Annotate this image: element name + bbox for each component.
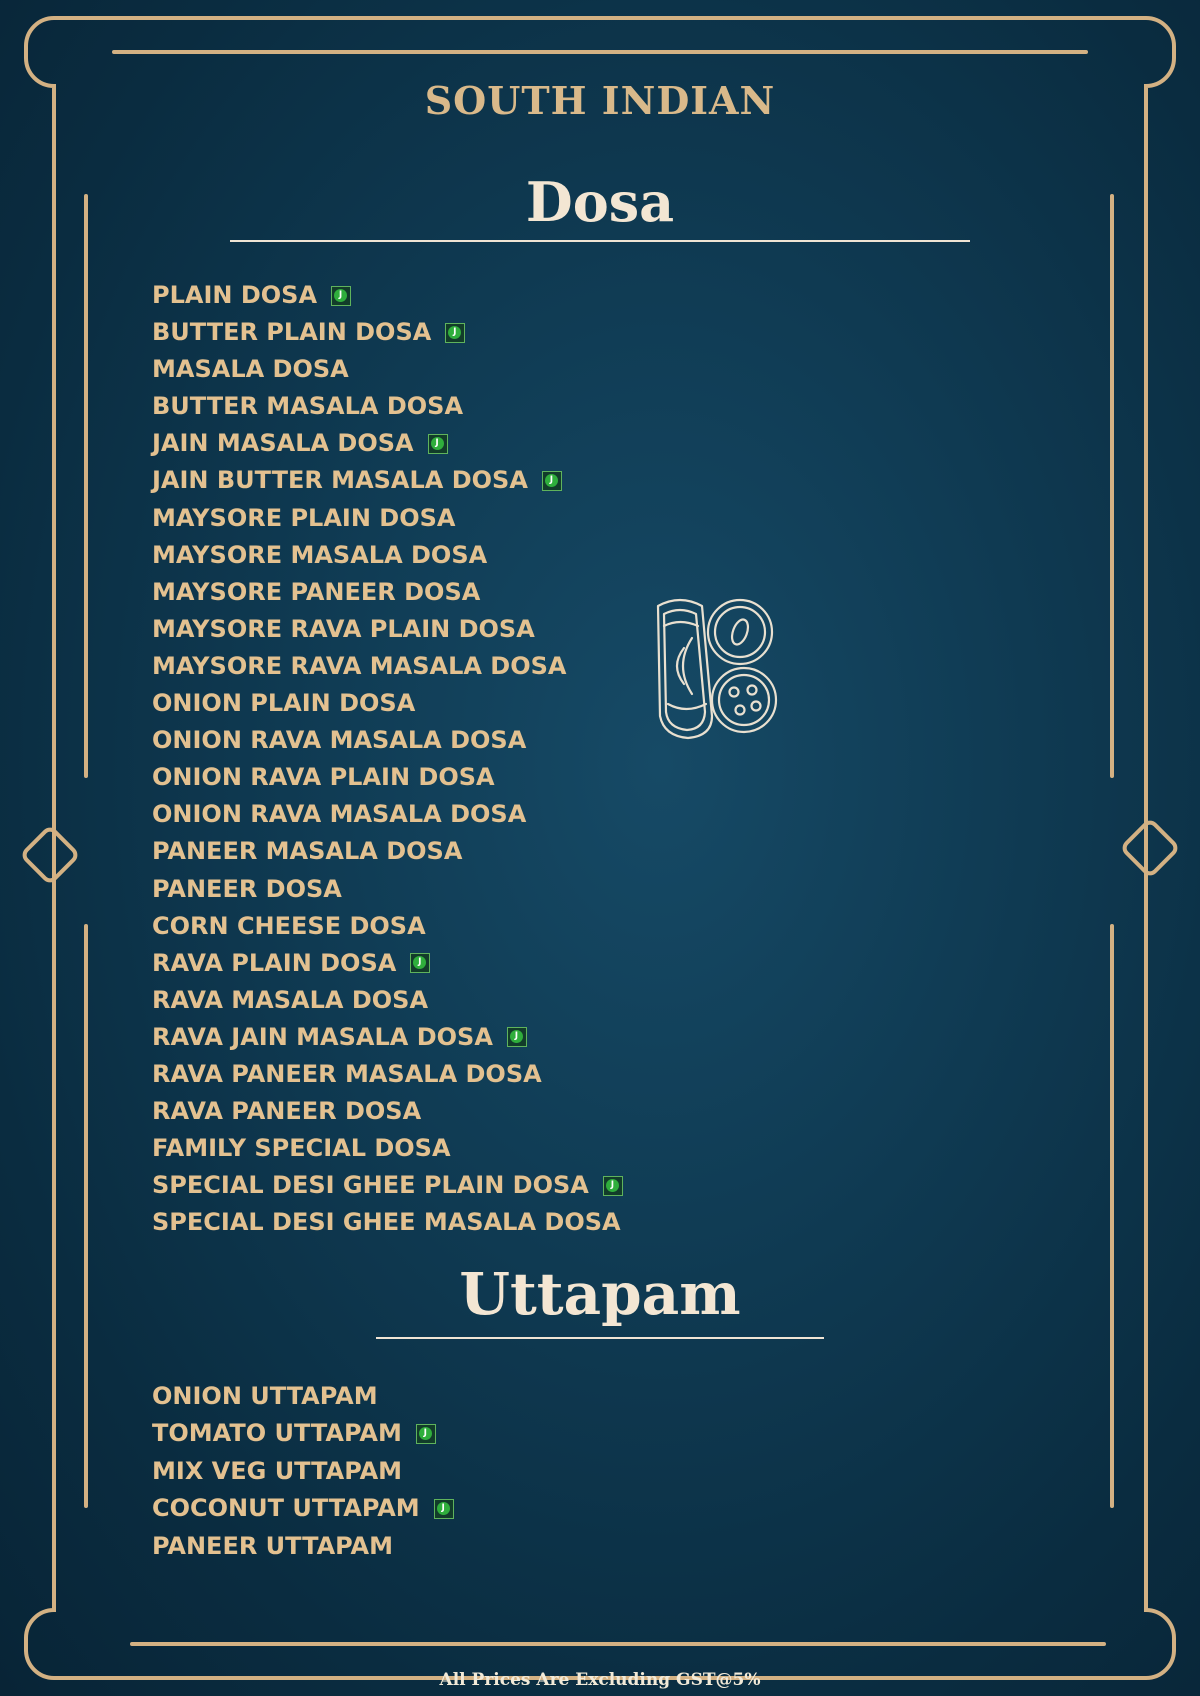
menu-item — [152, 314, 623, 351]
menu-item — [152, 908, 623, 945]
jain-icon — [410, 953, 430, 973]
jain-icon — [542, 471, 562, 491]
page-heading: SOUTH INDIAN — [424, 78, 776, 123]
menu-item-name: ONION PLAIN DOSA — [152, 689, 416, 718]
menu-item — [152, 982, 623, 1019]
menu-item-name: MIX VEG UTTAPAM — [152, 1456, 403, 1485]
menu-item-name: MAYSORE RAVA PLAIN DOSA — [152, 614, 535, 643]
dosa-plate-icon — [640, 596, 780, 746]
jain-icon — [434, 1499, 454, 1519]
menu-item-name: ONION UTTAPAM — [152, 1382, 378, 1410]
menu-item-name: MASALA DOSA — [152, 355, 349, 384]
menu-item-name: ONION RAVA MASALA DOSA — [152, 726, 527, 755]
menu-item — [152, 1415, 454, 1452]
menu-item — [152, 759, 623, 796]
menu-item — [152, 1019, 623, 1056]
menu-item — [152, 722, 623, 759]
jain-icon — [603, 1176, 623, 1196]
menu-item — [152, 500, 623, 537]
menu-item — [152, 1130, 623, 1167]
menu-item-name: PANEER UTTAPAM — [152, 1531, 394, 1560]
uttapam-title-divider — [376, 1337, 824, 1339]
menu-item-name: ONION RAVA MASALA DOSA — [152, 800, 527, 829]
menu-item — [152, 1204, 623, 1241]
menu-item-name: MAYSORE MASALA DOSA — [152, 540, 488, 569]
menu-item — [152, 1528, 454, 1565]
menu-item — [152, 1167, 623, 1204]
menu-item-name: SPECIAL DESI GHEE PLAIN DOSA — [152, 1171, 589, 1200]
menu-item-name: ONION RAVA PLAIN DOSA — [152, 763, 495, 792]
menu-item — [152, 277, 623, 314]
menu-item — [152, 685, 623, 722]
jain-icon — [331, 286, 351, 306]
jain-icon — [445, 323, 465, 343]
menu-item-name: CORN CHEESE DOSA — [152, 911, 426, 940]
dosa-title-divider — [230, 240, 970, 242]
menu-item-name: RAVA PANEER MASALA DOSA — [152, 1059, 542, 1088]
menu-item-name: FAMILY SPECIAL DOSA — [152, 1134, 451, 1163]
menu-item-name: SPECIAL DESI GHEE MASALA DOSA — [152, 1208, 621, 1237]
menu-item-name: RAVA PANEER DOSA — [152, 1097, 422, 1126]
menu-item — [152, 1453, 454, 1490]
menu-item — [152, 351, 623, 388]
uttapam-menu-list — [152, 1378, 454, 1565]
menu-item-name: MAYSORE RAVA MASALA DOSA — [152, 651, 567, 680]
menu-item-name: RAVA MASALA DOSA — [152, 985, 429, 1014]
menu-item-name: JAIN BUTTER MASALA DOSA — [152, 466, 528, 495]
menu-item-name: TOMATO UTTAPAM — [152, 1419, 402, 1448]
menu-item-name: RAVA JAIN MASALA DOSA — [152, 1022, 493, 1051]
menu-item-name: MAYSORE PANEER DOSA — [152, 577, 481, 606]
menu-item — [152, 833, 623, 870]
menu-item-name: RAVA PLAIN DOSA — [152, 948, 397, 977]
gst-footer-note: All Prices Are Excluding GST@5% — [439, 1670, 761, 1690]
menu-item — [152, 796, 623, 833]
menu-item — [152, 1378, 454, 1415]
jain-icon — [416, 1424, 436, 1444]
dosa-section-title: Dosa — [525, 170, 675, 234]
dosa-menu-list — [152, 277, 623, 1241]
menu-item — [152, 537, 623, 574]
menu-item — [152, 574, 623, 611]
menu-item — [152, 1490, 454, 1527]
jain-icon — [428, 434, 448, 454]
menu-item — [152, 611, 623, 648]
menu-item — [152, 648, 623, 685]
menu-item — [152, 945, 623, 982]
menu-item-name: PLAIN DOSA — [152, 281, 318, 309]
menu-item-name: BUTTER MASALA DOSA — [152, 392, 464, 421]
menu-item — [152, 425, 623, 462]
jain-icon — [507, 1027, 527, 1047]
menu-item-name: MAYSORE PLAIN DOSA — [152, 503, 456, 532]
menu-item — [152, 871, 623, 908]
menu-item — [152, 462, 623, 499]
menu-item — [152, 1093, 623, 1130]
menu-item-name: PANEER DOSA — [152, 874, 342, 903]
menu-item-name: COCONUT UTTAPAM — [152, 1494, 420, 1523]
uttapam-section-title: Uttapam — [459, 1260, 741, 1328]
menu-item-name: PANEER MASALA DOSA — [152, 837, 463, 866]
menu-item — [152, 1056, 623, 1093]
menu-item — [152, 388, 623, 425]
menu-item-name: BUTTER PLAIN DOSA — [152, 318, 432, 347]
menu-item-name: JAIN MASALA DOSA — [152, 429, 414, 458]
